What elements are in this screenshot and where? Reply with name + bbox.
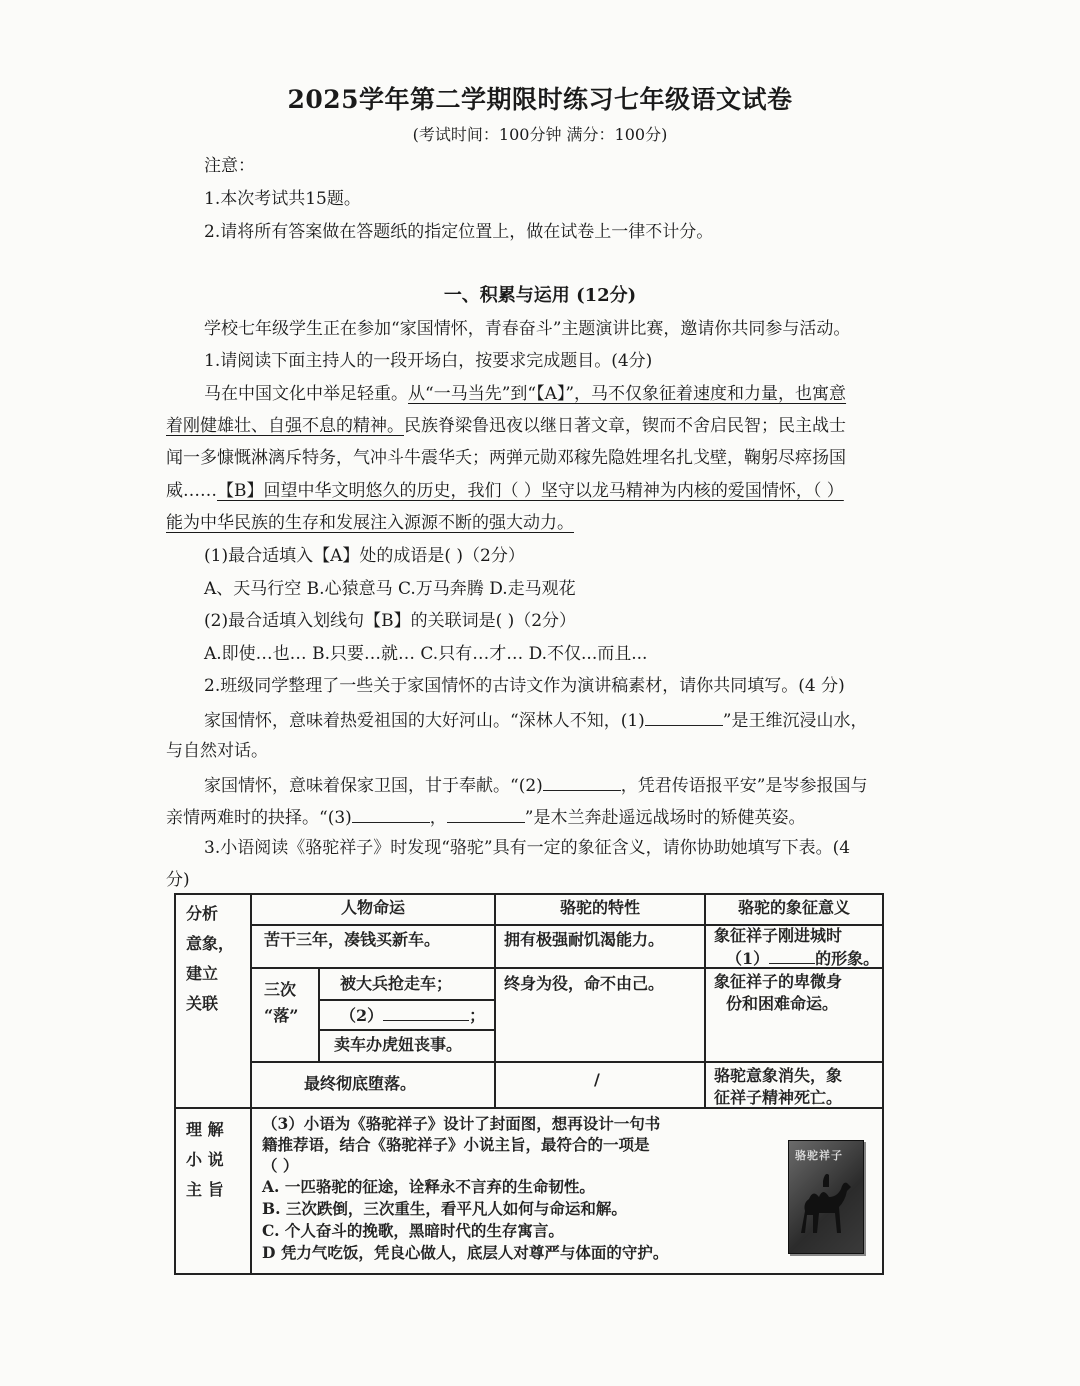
- r3-fate: 最终彻底堕落。: [304, 1074, 417, 1093]
- blank-3a[interactable]: [352, 804, 430, 823]
- q3-3-prompt: [262, 1113, 660, 1176]
- side1-line: 意象，: [186, 934, 235, 953]
- r2-symbol-line: 份和困难命运。: [726, 994, 839, 1013]
- q2-line-1a: 家国情怀，意味着热爱祖国的大好河山。“深林人不知，(1): [204, 711, 645, 731]
- passage-line-5: 能为中华民族的生存和发展注入源源不断的强大动力。: [166, 513, 574, 533]
- q2-line-3: [166, 804, 805, 830]
- table-blank-1[interactable]: [769, 947, 815, 964]
- header-symbol: 骆驼的象征意义: [737, 898, 850, 917]
- q2-line-3a: 亲情两难时的抉择。“(3): [166, 808, 352, 828]
- r1-symbol-c: 的形象。: [815, 949, 880, 968]
- r1-symbol-b: [726, 947, 879, 970]
- r3-trait: /: [594, 1070, 600, 1089]
- r1-fate: 苦干三年，凑钱买新车。: [264, 930, 441, 949]
- blank-1[interactable]: [645, 707, 723, 726]
- question-3-cont: 分): [166, 870, 190, 890]
- table-border-bottom: [174, 1273, 884, 1275]
- q2-line-2: [204, 772, 867, 798]
- q2-line-2a: 家国情怀，意味着保家卫国，甘于奉献。“(2): [204, 776, 543, 796]
- table-border-right: [882, 893, 884, 1275]
- r2-label: [264, 977, 298, 1029]
- q2-line-2b: ，凭君传语报平安”是岑参报国与: [620, 776, 868, 796]
- exam-title: 2025学年第二学期限时练习七年级语文试卷: [287, 85, 793, 114]
- r2-sub-semicolon: ；: [469, 1006, 486, 1025]
- question-3: 3.小语阅读《骆驼祥子》时发现“骆驼”具有一定的象征含义，请你协助她填写下表。(4: [204, 838, 851, 858]
- side1-line: 关联: [186, 994, 219, 1013]
- table-hline-sub-1: [318, 999, 494, 1001]
- q2-line-1b: ”是王维沉浸山水，: [722, 711, 868, 731]
- section-1-title: 一、积累与运用 (12分): [443, 285, 637, 306]
- side2-line: 主 旨: [186, 1180, 224, 1199]
- blank-3b[interactable]: [447, 804, 525, 823]
- question-1-1: (1)最合适填入【A】处的成语是( )（2分）: [204, 546, 525, 566]
- side2-line: 小 说: [186, 1150, 224, 1169]
- header-trait: 骆驼的特性: [559, 898, 640, 917]
- notice-item-2: 2.请将所有答案做在答题纸的指定位置上，做在试卷上一律不计分。: [204, 222, 714, 242]
- side-label-theme: [186, 1115, 224, 1205]
- r1-trait: 拥有极强耐饥渴能力。: [504, 930, 665, 949]
- q2-line-1: [204, 707, 867, 733]
- passage-line-4: [166, 479, 844, 503]
- exam-subtitle: (考试时间：100分钟 满分：100分): [412, 125, 668, 144]
- r2-trait: 终身为役，命不由己。: [504, 974, 665, 993]
- passage-line-2: [166, 414, 846, 438]
- section-1-intro: 学校七年级学生正在参加“家国情怀，青春奋斗”主题演讲比赛，邀请你共同参与活动。: [204, 319, 851, 339]
- passage-2b: 民族脊梁鲁迅夜以继日著文章，锲而不舍启民智；民主战士: [404, 416, 846, 436]
- table-blank-2[interactable]: [383, 1004, 469, 1021]
- r2-sub-1: 被大兵抢走车；: [340, 974, 453, 993]
- side1-line: 建立: [186, 964, 219, 983]
- blank-label-1: （1）: [726, 949, 770, 968]
- q3-3-options: [262, 1176, 668, 1264]
- r3-symbol-line: 骆驼意象消失，象: [714, 1066, 843, 1085]
- passage-4b: 【B】回望中华文明悠久的历史，我们（ ）坚守以龙马精神为内核的爱国情怀，（ ）: [217, 481, 844, 501]
- passage-4a: 威……: [166, 481, 217, 501]
- header-fate: 人物命运: [340, 898, 405, 917]
- r2-sub-3: 卖车办虎妞丧事。: [334, 1035, 463, 1054]
- question-2: 2.班级同学整理了一些关于家国情怀的古诗文作为演讲稿素材，请你共同填写。(4 分): [204, 676, 845, 696]
- r2-symbol-line: 象征祥子的卑微身: [714, 972, 843, 991]
- q3-3-line: （3）小语为《骆驼祥子》设计了封面图，想再设计一句书: [262, 1114, 661, 1133]
- q2-line-3c: ”是木兰奔赴遥远战场时的矫健英姿。: [524, 808, 806, 828]
- r2-sub-2: [340, 1004, 485, 1027]
- passage-1b: 从“一马当先”到“【A】”，马不仅象征着速度和力量，也寓意: [408, 384, 847, 404]
- q2-line-1c: 与自然对话。: [166, 741, 268, 761]
- passage-line-3: 闻一多慷慨淋漓斥特务，气冲斗牛震华夭；两弹元勋邓稼先隐姓埋名扎戈壁，鞠躬尽瘁扬国: [166, 448, 846, 468]
- notice-label: 注意：: [204, 156, 255, 176]
- blank-2[interactable]: [543, 772, 621, 791]
- question-1-1-options: A、天马行空 B.心猿意马 C.万马奔腾 D.走马观花: [204, 579, 576, 599]
- book-cover-image: [788, 1140, 864, 1254]
- table-hline-sub-2: [318, 1029, 494, 1031]
- table-border-left: [174, 893, 176, 1275]
- passage-2a: 着刚健雄壮、自强不息的精神。: [166, 416, 404, 436]
- question-1-2-options: A.即使…也… B.只要…就… C.只有…才… D.不仅...而且...: [204, 644, 648, 664]
- blank-label-2: （2）: [340, 1006, 384, 1025]
- q3-3-option-a: A. 一匹骆驼的征途，诠释永不言弃的生命韧性。: [262, 1177, 595, 1196]
- side2-line: 理 解: [186, 1120, 224, 1139]
- table-vline-side: [250, 893, 252, 1275]
- side-label-analysis: [186, 899, 246, 1019]
- r2-label-line: “落”: [264, 1006, 299, 1025]
- side1-line: 分析: [186, 904, 219, 923]
- q3-3-option-d: D 凭力气吃饭，凭良心做人，底层人对尊严与体面的守护。: [262, 1243, 669, 1262]
- book-cover-title: 骆驼祥子: [795, 1149, 843, 1162]
- passage-1a: 马在中国文化中举足轻重。: [204, 384, 408, 404]
- table-hline-r2: [250, 1061, 884, 1063]
- table-vline-sub: [318, 967, 320, 1061]
- q3-3-option-c: C. 个人奋斗的挽歌，黑暗时代的生存寓言。: [262, 1221, 564, 1240]
- r1-symbol-a: 象征祥子刚进城时: [714, 926, 843, 945]
- notice-item-1: 1.本次考试共15题。: [204, 189, 361, 209]
- q3-3-option-b: B. 三次跌倒，三次重生，看平凡人如何与命运和解。: [262, 1199, 627, 1218]
- camel-icon: [789, 1141, 863, 1253]
- question-1: 1.请阅读下面主持人的一段开场白，按要求完成题目。(4分): [204, 351, 653, 371]
- symbol-table: [174, 893, 884, 1275]
- q3-3-line: （ ）: [262, 1156, 299, 1175]
- r2-symbol: [714, 971, 842, 1015]
- q2-line-3b: ，: [429, 808, 447, 828]
- q3-3-line: 籍推荐语，结合《骆驼祥子》小说主旨，最符合的一项是: [262, 1135, 650, 1154]
- r3-symbol: [714, 1065, 842, 1109]
- passage-line-1: [204, 382, 846, 406]
- table-border-top: [174, 893, 884, 895]
- r2-label-line: 三次: [264, 980, 297, 999]
- question-1-2: (2)最合适填入划线句【B】的关联词是( )（2分）: [204, 611, 577, 631]
- r3-symbol-line: 征祥子精神死亡。: [714, 1088, 843, 1107]
